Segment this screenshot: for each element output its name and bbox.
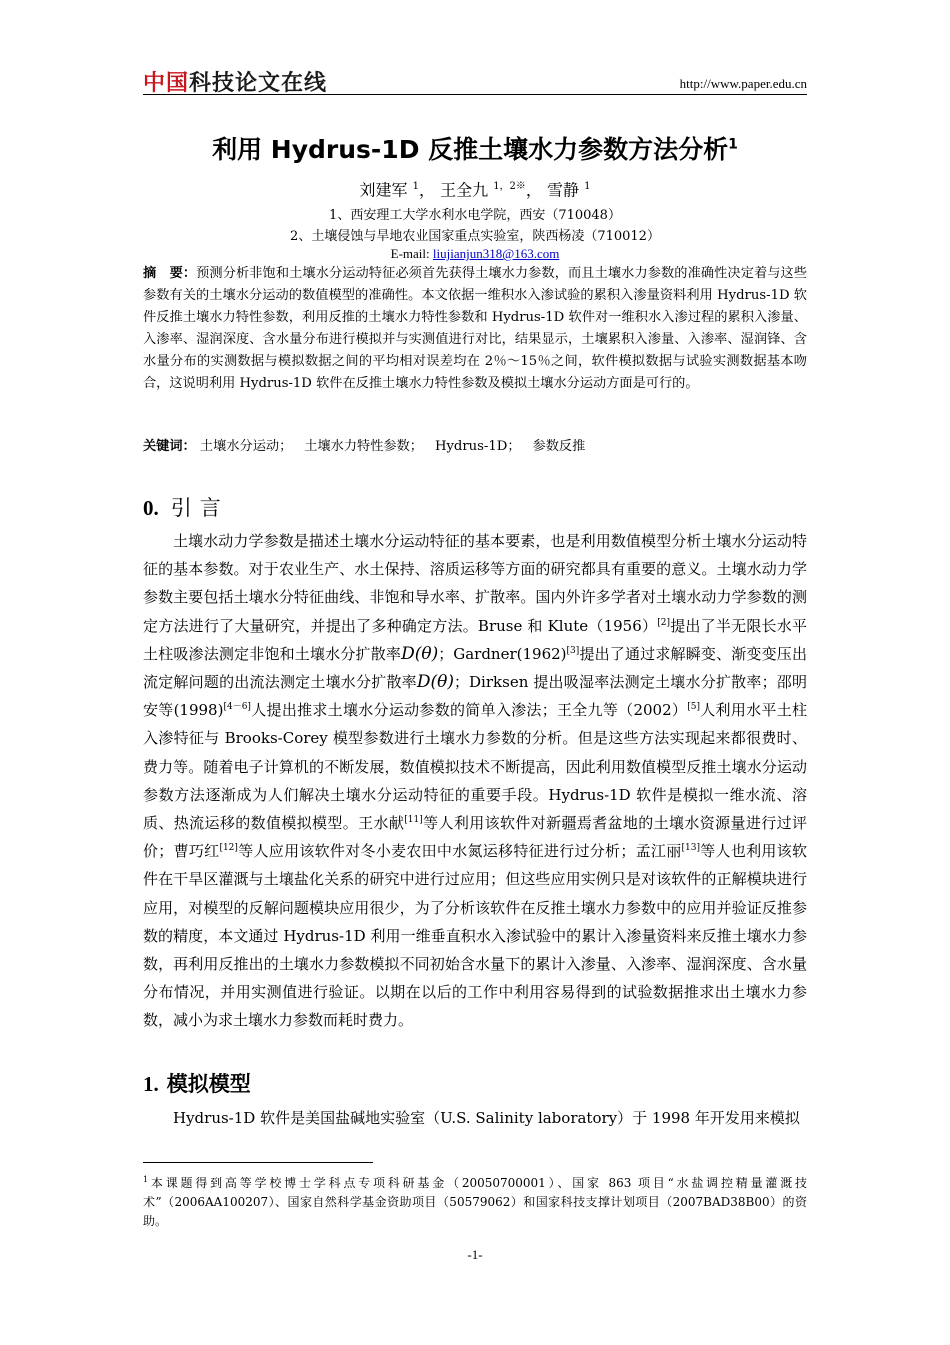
intro-paragraph: [143, 527, 807, 1035]
affiliation-1: 1、西安理工大学水利水电学院，西安（710048）: [329, 208, 621, 223]
header-divider: [143, 94, 807, 95]
footnote-mark: 1: [143, 1175, 149, 1184]
section-heading-intro: [143, 492, 229, 522]
citation-ref[interactable]: [4－6]: [223, 702, 251, 713]
email-line: [143, 246, 807, 262]
citation-ref[interactable]: [5]: [687, 702, 700, 713]
section-heading-model: [143, 1068, 251, 1098]
author-name: 王全九: [440, 180, 489, 200]
footnote-text: 本课题得到高等学校博士学科点专项科研基金（20050700001）、国家 863 项目“水盐调控精量灌溉技术”（2006AA100207）、国家自然科学基金资助项目（50579062）和国家科技支撑计划项目（2007BAD38B00）的资助。: [143, 1176, 807, 1228]
page-number: -1-: [467, 1247, 483, 1262]
citation-ref[interactable]: [12]: [219, 843, 238, 854]
affiliation-2: 2、土壤侵蚀与旱地农业国家重点实验室，陕西杨凌（710012）: [290, 229, 660, 244]
intro-text: 人提出推求土壤水分运动参数的简单入渗法；王全九等（2002）: [250, 701, 688, 720]
citation-ref[interactable]: [3]: [566, 645, 580, 656]
intro-text: 人利用水平土柱入渗特征与 Brooks-Corey 模型参数进行土壤水力参数的分析。但是这些方法实现起来都很费时、费力等。随着电子计算机的不断发展，数值模拟技术不断提高，因此利用数值模型反推土壤水分运动参数方法逐渐成为人们解决土壤水分运动特征的重要手段。Hydrus-1D 软件是模拟一维水流、溶质、热流运移的数值模拟模型。王水献: [143, 701, 807, 833]
section-number: 1.: [143, 1072, 159, 1096]
author-list: 刘建军 $^1$， 王全九 $^{1,2※}$， 雪静 $^1$: [359, 180, 591, 200]
keywords-label: 关键词：: [143, 439, 196, 454]
keywords: [143, 436, 807, 458]
math-d-theta: D(θ): [401, 643, 439, 664]
math-d-theta: D(θ): [416, 672, 455, 693]
intro-text: 提出了半无限长水平土柱吸渗法测定非饱和土壤水分扩散率: [143, 616, 807, 663]
keyword-item: 土壤水力特性参数；: [304, 439, 423, 454]
intro-text: ；Gardner(1962): [438, 644, 567, 663]
paper-title-text: 利用 Hydrus-1D 反推土壤水力参数方法分析: [212, 135, 729, 164]
abstract: [143, 263, 807, 395]
intro-text: 提出了通过求解瞬变、渐变变压出流定解问题的出流法测定土壤水分扩散率: [143, 644, 807, 692]
abstract-text: 预测分析非饱和土壤水分运动特征必须首先获得土壤水力参数，而且土壤水力参数的准确性决定着与这些参数有关的土壤水分运动的数值模型的准确性。本文依据一维积水入渗试验的累积入渗量资料利用 Hydrus-1D 软件反推土壤水力特性参数，利用反推的土壤水力特性参数和 Hydrus-1D 软件对一维积水入渗过程的累积入渗量、入渗率、湿润深度、含水量分布进行模拟并与实测值进行对比，结果显示，土壤累积入渗量、入渗率、湿润锋、含水量分布的实测数据与模拟数据之间的平均相对误差均在 2％～15％之间，软件模拟数据与试验实测数据基本吻合，这说明利用 Hydrus-1D 软件在反推土壤水力特性参数及模拟土壤水分运动方面是可行的。: [143, 266, 808, 391]
intro-text: 等人也利用该软件在干旱区灌溉与土壤盐化关系的研究中进行过应用；但这些应用实例只是对该软件的正解模块进行应用，对模型的反解问题模块应用很少，为了分析该软件在反推土壤水力参数中的应用并验证反推参数的精度，本文通过 Hydrus-1D 利用一维垂直积水入渗试验中的累计入渗量资料来反推土壤水力参数，再利用反推出的土壤水力参数模拟不同初始含水量下的累计入渗量、入渗率、湿润深度、含水量分布情况，并用实测值进行验证。以期在以后的工作中利用容易得到的试验数据推求出土壤水力参数，减小为求土壤水力参数而耗时费力。: [143, 842, 807, 1030]
section-title: 引言: [170, 496, 229, 520]
intro-text: 土壤水动力学参数是描述土壤水分运动特征的基本要素，也是利用数值模型分析土壤水分运动特征的基本参数。对于农业生产、水土保持、溶质运移等方面的研究都具有重要的意义。土壤水动力学参数主要包括土壤水分特征曲线、非饱和导水率、扩散率。国内外许多学者对土壤水动力学参数的测定方法进行了大量研究，并提出了多种确定方法。Bruse 和 Klute（1956）: [143, 532, 807, 635]
email-link[interactable]: liujianjun318@163.com: [432, 246, 560, 261]
logo-part-2: 科技论文在线: [189, 71, 328, 96]
footnote: [143, 1170, 807, 1231]
header-url[interactable]: http://www.paper.edu.cn: [679, 76, 807, 91]
author-name: 雪静: [547, 180, 580, 200]
citation-ref[interactable]: [13]: [681, 843, 700, 854]
author-name: 刘建军: [359, 180, 408, 200]
intro-text: 等人利用该软件对新疆焉耆盆地的土壤水资源量进行过评价；曹巧红: [143, 814, 807, 861]
intro-text: ；Dirksen 提出吸湿率法测定土壤水分扩散率；邵明安等(1998): [143, 673, 807, 720]
section-title: 模拟模型: [166, 1072, 251, 1096]
author-affiliation-mark: 1: [412, 181, 419, 192]
citation-ref[interactable]: [11]: [404, 815, 423, 826]
section-number: 0.: [143, 496, 159, 520]
author-affiliation-mark: 1，2※: [493, 181, 526, 192]
title-footnote-mark: 1: [728, 136, 738, 153]
intro-text: 等人应用该软件对冬小麦农田中水氮运移特征进行过分析；孟江丽: [237, 842, 682, 861]
citation-ref[interactable]: [2]: [657, 617, 670, 628]
abstract-label: 摘 要：: [143, 266, 197, 281]
model-paragraph: Hydrus-1D 软件是美国盐碱地实验室（U.S. Salinity laboratory）于 1998 年开发用来模拟: [173, 1109, 800, 1127]
keyword-item: 参数反推: [532, 439, 586, 454]
keyword-item: Hydrus-1D；: [434, 439, 521, 454]
keyword-item: 土壤水分运动；: [199, 439, 293, 454]
footnote-divider: [143, 1162, 373, 1163]
site-logo: [143, 66, 327, 97]
paper-title: [143, 130, 807, 166]
author-affiliation-mark: 1: [584, 181, 591, 192]
email-label: E-mail:: [390, 246, 433, 261]
logo-part-1: 中国: [143, 71, 190, 96]
